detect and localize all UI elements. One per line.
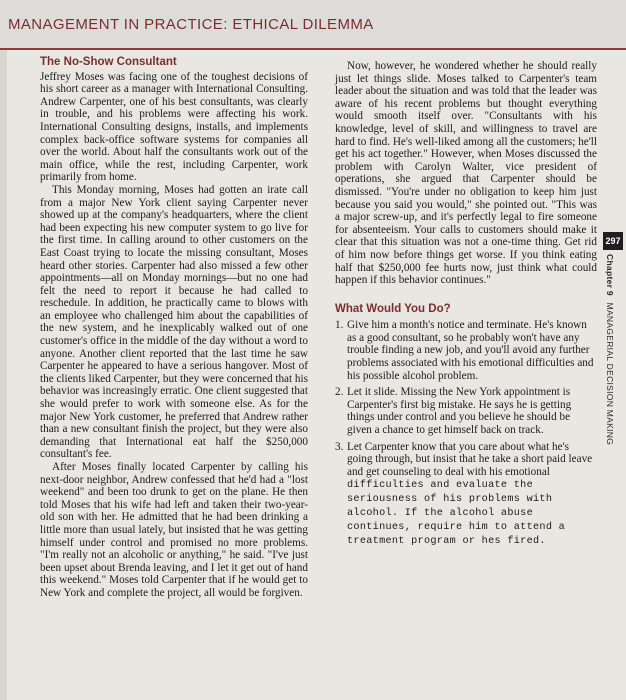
- option-text-container: [347, 441, 597, 549]
- option-text: Let it slide. Missing the New York appointment is Carpenter's first big mistake. He says he is getting things under control and you believe he should be given a chance to get himself back on track.: [347, 386, 572, 437]
- story-title: The No-Show Consultant: [40, 56, 177, 68]
- chapter-side-label: [605, 254, 615, 445]
- option-number: 2.: [335, 386, 344, 399]
- page-number-tab: 297: [603, 232, 623, 250]
- option-number: 3.: [335, 440, 344, 453]
- story-column-left: [40, 56, 308, 600]
- option-item: [335, 319, 597, 382]
- story-paragraph: This Monday morning, Moses had gotten an irate call from a major New York client saying Carpenter never showed up at the company's headquarters, where the client had been expecting his new computer system to go live for the first time. In calling around to other customers on the East Coast trying to locate the missing consultant, Moses heard other stories. Carpenter had also missed a few other appointments—all on Monday mornings—but no one had felt the need to report it because he had called to reschedule. In addition, he practically came to blows with an employee who challenged him about the capabilities of the new system, and he inexplicably walked out of one customer's office in the middle of the day without a word to anyone. Another client reported that the last time he saw Carpenter he appeared to have a serious hangover. Most of the clients liked Carpenter, but they were concerned that his behavior was increasingly erratic. One client suggested that she would prefer to work with someone else. As for the major New York customer, he preferred that Andrew rather than a new consultant finish the project, but they were also demanding that International eat half the $250,000 consultant's fee.: [40, 183, 308, 461]
- story-column-right: [335, 60, 597, 552]
- option-item: [335, 386, 597, 436]
- chapter-label: Chapter 9: [605, 254, 615, 296]
- option-number: 1.: [335, 319, 344, 332]
- story-paragraph: After Moses finally located Carpenter by calling his next-door neighbor, Andrew confessed that he'd had a "lost weekend" and been too drunk to get on the plane. He then told Moses that his wife had left and taken their two-year-old son with her. He admitted that he had been drinking a little more than usual lately, but insisted that he was getting himself under control and promised no more problems. "I'm really not an alcoholic or anything," he said. "I've just been upset about Brenda leaving, and I let it get out of hand this weekend." Moses told Carpenter that if he would get to New York and complete the project, all would be forgiven.: [40, 461, 308, 599]
- questions-heading: What Would You Do?: [335, 302, 451, 315]
- option-item: [335, 441, 597, 549]
- option-text: Let Carpenter know that you care about what he's going through, but insist that he take a short paid leave and get counseling to deal with his emotional: [347, 440, 593, 478]
- typed-continuation: difficulties and evaluate the seriousness of his problems with alcohol. If the alcohol abuse continues, require him to attend a treatment program or hes fired.: [347, 480, 566, 548]
- left-margin-bar: [0, 50, 7, 700]
- option-text: Give him a month's notice and terminate. He's known as a good consultant, so he probably won't have any trouble finding a new job, and you'll avoid any further problems associated with his emotional difficulties and his possible alcohol problem.: [347, 319, 594, 382]
- section-label: MANAGERIAL DECISION MAKING: [605, 302, 615, 446]
- banner-title: MANAGEMENT IN PRACTICE: ETHICAL DILEMMA: [8, 16, 374, 33]
- options-list: [335, 319, 597, 548]
- story-paragraph: Jeffrey Moses was facing one of the toughest decisions of his short career as a manager with International Consulting. Andrew Carpenter, one of his best consultants, was clearly in trouble, and his problems were affecting his work. International Consulting designs, installs, and implements complex back-office software systems for companies all over the world. About half the consultants work out of the main office, while the rest, including Carpenter, work primarily from home.: [40, 70, 308, 184]
- story-paragraph: Now, however, he wondered whether he should really just let things slide. Moses talked to Carpenter's team leader about the situation and was told that the leader was aware of his recent problems but thought everything would smooth itself over. "Consultants with his knowledge, level of skill, and willingness to travel are hard to find. He's well-liked among all the customers; he'll get his act together." However, when Moses discussed the problem with Carolyn Walter, vice president of operations, she argued that Carpenter should be dismissed. "You're under no obligation to keep him just because you said you would," she pointed out. "This was a major screw-up, and it's perfectly legal to fire someone for absenteeism. Your calls to customers should make it clear that this situation was not a one-time thing. Get rid of him now before things get worse. If you think eating half that $250,000 fee hurts now, just think what could happen if this behavior continues.": [335, 60, 597, 287]
- section-banner: [0, 0, 626, 50]
